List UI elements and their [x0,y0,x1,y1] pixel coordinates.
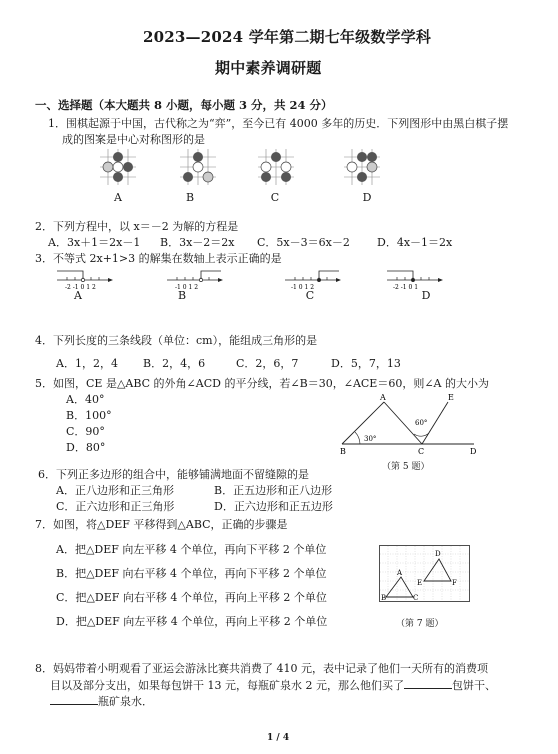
q5-option-a: A．40° [66,393,105,406]
q4-option-a: A．1，2，4 [56,357,118,370]
document-title: 2023—2024 学年第二期七年级数学学科 [143,28,432,46]
q5-point-a: A [380,393,386,402]
q5-option-c: C．90° [66,425,105,438]
question-6-stem: 6．下列正多边形的组合中，能够铺满地面不留缝隙的是 [38,468,309,481]
q5-option-b: B．100° [66,409,112,422]
q5-point-e: E [448,393,454,402]
q6-option-b: B．正五边形和正八边形 [214,484,333,497]
q7-point-d: D [435,550,441,558]
question-8-line-3-text: 瓶矿泉水． [98,695,153,708]
q6-option-c: C．正六边形和正三角形 [56,500,175,513]
q3-label-a: A [74,289,82,302]
q1-label-c: C [270,191,280,204]
q7-figure-caption: （第 7 题） [396,619,444,629]
question-8-line-2 [50,677,496,693]
question-7-stem: 7．如图，将△DEF 平移得到△ABC，正确的步骤是 [35,518,288,531]
go-pattern-figures [90,147,410,189]
q7-point-b: B [381,594,387,602]
q5-angle-30: 30° [364,435,377,443]
number-line-d [385,268,445,292]
q7-point-f: F [452,579,457,587]
q2-option-b: B．3x－2＝2x [160,236,235,249]
svg-text:-1 0 1 2: -1 0 1 2 [175,284,199,291]
question-3-stem: 3．不等式 2x+1>3 的解集在数轴上表示正确的是 [35,252,282,265]
q3-label-b: B [177,289,187,302]
q7-option-d: D．把△DEF 向左平移 4 个单位，再向上平移 2 个单位 [56,615,328,628]
q5-angle-60: 60° [415,419,428,427]
answer-blank-water[interactable] [50,693,98,705]
q1-label-b: B [185,191,195,204]
question-2-stem: 2．下列方程中，以 x＝－2 为解的方程是 [35,220,239,233]
q4-option-b: B．2，4，6 [143,357,206,370]
question-1-line-1: 1．围棋起源于中国，古代称之为“弈”，至今已有 4000 多年的历史．下列图形中由黑白棋子摆 [48,117,509,130]
q2-option-c: C．5x－3＝6x－2 [257,236,350,249]
svg-text:-2 -1 0 1 2: -2 -1 0 1 2 [65,284,96,291]
question-8-line-1: 8．妈妈带着小明观看了亚运会游泳比赛共消费了 410 元，表中记录了他们一天所有的消费项 [35,662,488,675]
q7-grid-figure [379,545,471,603]
q5-point-d: D [470,447,477,456]
q1-label-a: A [114,191,122,204]
q7-point-a: A [397,569,403,577]
q7-option-c: C．把△DEF 向右平移 4 个单位，再向上平移 2 个单位 [56,591,327,604]
q5-figure-caption: （第 5 题） [382,462,430,472]
document-subtitle: 期中素养调研题 [215,59,322,77]
section-heading: 一、选择题（本大题共 8 小题，每小题 3 分，共 24 分） [35,98,333,112]
q5-option-d: D．80° [66,441,106,454]
q3-label-c: C [305,289,315,302]
question-4-stem: 4．下列长度的三条线段（单位：cm），能组成三角形的是 [35,334,318,347]
go-pattern-a [100,149,136,185]
q4-option-d: D．5，7，13 [331,357,401,370]
q5-point-b: B [340,447,346,456]
question-8-line-2-text: 目以及部分支出，如果每包饼干 13 元，每瓶矿泉水 2 元，那么他们买了 [50,679,404,692]
svg-text:-1 0 1 2: -1 0 1 2 [291,284,315,291]
svg-text:-2 -1 0 1: -2 -1 0 1 [393,284,419,291]
q6-option-a: A．正八边形和正三角形 [56,484,174,497]
question-8-line-2-tail: 包饼干、 [451,679,496,692]
q3-label-d: D [421,289,431,302]
q5-triangle-figure [338,392,480,460]
q2-option-a: A．3x＋1＝2x－1 [48,236,141,249]
q6-option-d: D．正六边形和正五边形 [214,500,333,513]
page-number: 1 / 4 [267,733,290,743]
q7-point-c: C [413,594,419,602]
question-8-line-3 [50,693,153,709]
go-pattern-b [180,149,216,185]
question-5-stem: 5．如图，CE 是△ABC 的外角∠ACD 的平分线，若∠B＝30，∠ACE＝60，则∠A 的大小为 [35,377,489,390]
go-pattern-d [344,149,380,185]
q7-point-e: E [417,579,423,587]
q7-option-b: B．把△DEF 向右平移 4 个单位，再向下平移 2 个单位 [56,567,327,580]
question-1-line-2: 成的图案是中心对称图形的是 [62,133,205,146]
go-pattern-c [258,149,294,185]
q2-option-d: D．4x－1＝2x [377,236,453,249]
q4-option-c: C．2，6，7 [236,357,299,370]
answer-blank-biscuits[interactable] [404,677,452,689]
q7-option-a: A．把△DEF 向左平移 4 个单位，再向下平移 2 个单位 [56,543,327,556]
q1-label-d: D [362,191,372,204]
q5-point-c: C [418,447,425,456]
